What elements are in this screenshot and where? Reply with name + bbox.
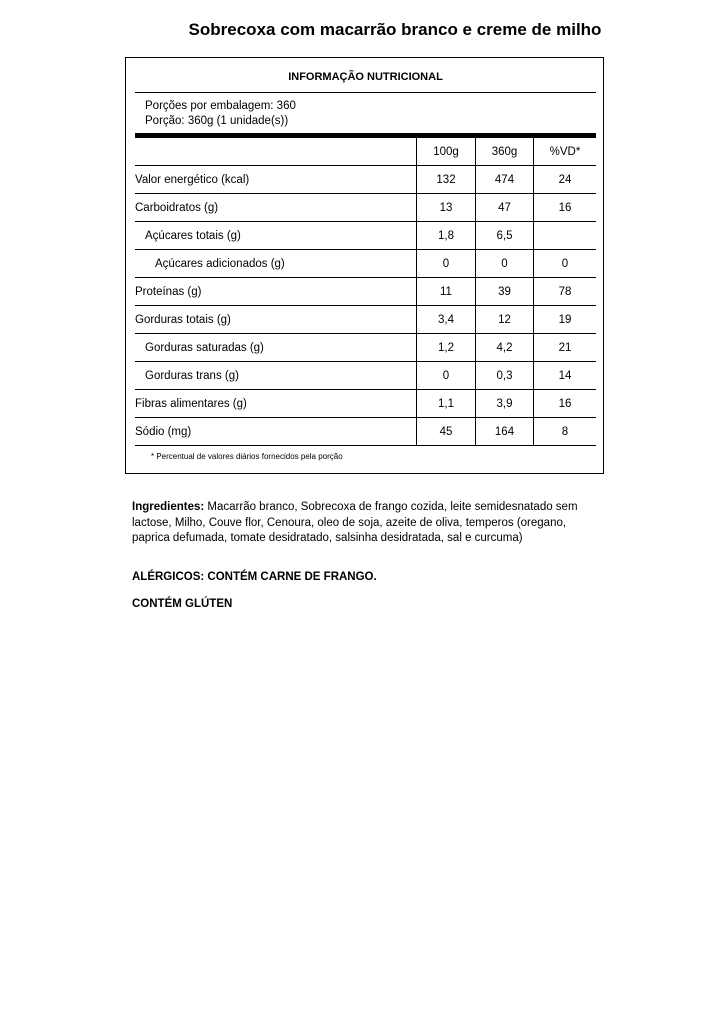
nutrient-label: Gorduras saturadas (g)	[135, 334, 417, 362]
portion-info	[135, 93, 596, 133]
nutrient-label: Sódio (mg)	[135, 418, 417, 446]
header-row	[135, 138, 596, 166]
gluten-warning: CONTÉM GLÚTEN	[132, 598, 233, 610]
nutrient-label: Açúcares totais (g)	[135, 222, 417, 250]
nutrient-label: Fibras alimentares (g)	[135, 390, 417, 418]
table-row	[135, 362, 596, 390]
column-header: 100g	[417, 138, 476, 166]
value-portion: 0	[476, 250, 534, 278]
value-portion: 12	[476, 306, 534, 334]
nutrition-heading: INFORMAÇÃO NUTRICIONAL	[135, 58, 596, 93]
nutrient-label: Açúcares adicionados (g)	[135, 250, 417, 278]
value-portion: 6,5	[476, 222, 534, 250]
value-100g: 3,4	[417, 306, 476, 334]
table-row	[135, 222, 596, 250]
column-header: 360g	[476, 138, 534, 166]
nutrient-label: Valor energético (kcal)	[135, 166, 417, 194]
value-portion: 39	[476, 278, 534, 306]
nutrition-facts-box	[125, 57, 604, 474]
allergens-warning: ALÉRGICOS: CONTÉM CARNE DE FRANGO.	[132, 571, 377, 583]
value-100g: 1,1	[417, 390, 476, 418]
value-vd: 19	[534, 306, 597, 334]
table-row	[135, 194, 596, 222]
value-portion: 164	[476, 418, 534, 446]
portion-size: Porção: 360g (1 unidade(s))	[145, 115, 289, 127]
ingredients-label: Ingredientes:	[132, 501, 205, 513]
value-vd: 16	[534, 194, 597, 222]
value-portion: 474	[476, 166, 534, 194]
nutrient-label: Gorduras trans (g)	[135, 362, 417, 390]
value-vd: 14	[534, 362, 597, 390]
value-vd: 21	[534, 334, 597, 362]
value-vd: 16	[534, 390, 597, 418]
table-row	[135, 418, 596, 446]
value-portion: 4,2	[476, 334, 534, 362]
portions-per-package: Porções por embalagem: 360	[145, 100, 296, 112]
footnote: * Percentual de valores diários fornecidos pela porção	[151, 452, 343, 461]
value-100g: 11	[417, 278, 476, 306]
value-100g: 45	[417, 418, 476, 446]
table-row	[135, 278, 596, 306]
value-vd	[534, 222, 597, 250]
table-row	[135, 306, 596, 334]
nutrient-label: Gorduras totais (g)	[135, 306, 417, 334]
product-title: Sobrecoxa com macarrão branco e creme de milho	[188, 20, 602, 39]
value-100g: 0	[417, 362, 476, 390]
value-portion: 0,3	[476, 362, 534, 390]
value-100g: 1,8	[417, 222, 476, 250]
ingredients-text: Macarrão branco, Sobrecoxa de frango cozida, leite semidesnatado sem lactose, Milho, Couve flor, Cenoura, oleo de soja, azeite de oliva, temperos (oregano, paprica defumada, tomate desidratado, salsinha desidratada, sal e curcuma)	[132, 501, 578, 544]
value-vd: 8	[534, 418, 597, 446]
table-row	[135, 250, 596, 278]
nutrition-table	[135, 138, 596, 446]
value-portion: 3,9	[476, 390, 534, 418]
table-row	[135, 166, 596, 194]
value-vd: 24	[534, 166, 597, 194]
value-100g: 0	[417, 250, 476, 278]
ingredients	[132, 500, 592, 547]
value-100g: 132	[417, 166, 476, 194]
column-header: %VD*	[534, 138, 597, 166]
table-row	[135, 390, 596, 418]
nutrient-label: Proteínas (g)	[135, 278, 417, 306]
nutrient-label: Carboidratos (g)	[135, 194, 417, 222]
value-vd: 0	[534, 250, 597, 278]
value-100g: 13	[417, 194, 476, 222]
value-100g: 1,2	[417, 334, 476, 362]
value-portion: 47	[476, 194, 534, 222]
table-row	[135, 334, 596, 362]
value-vd: 78	[534, 278, 597, 306]
